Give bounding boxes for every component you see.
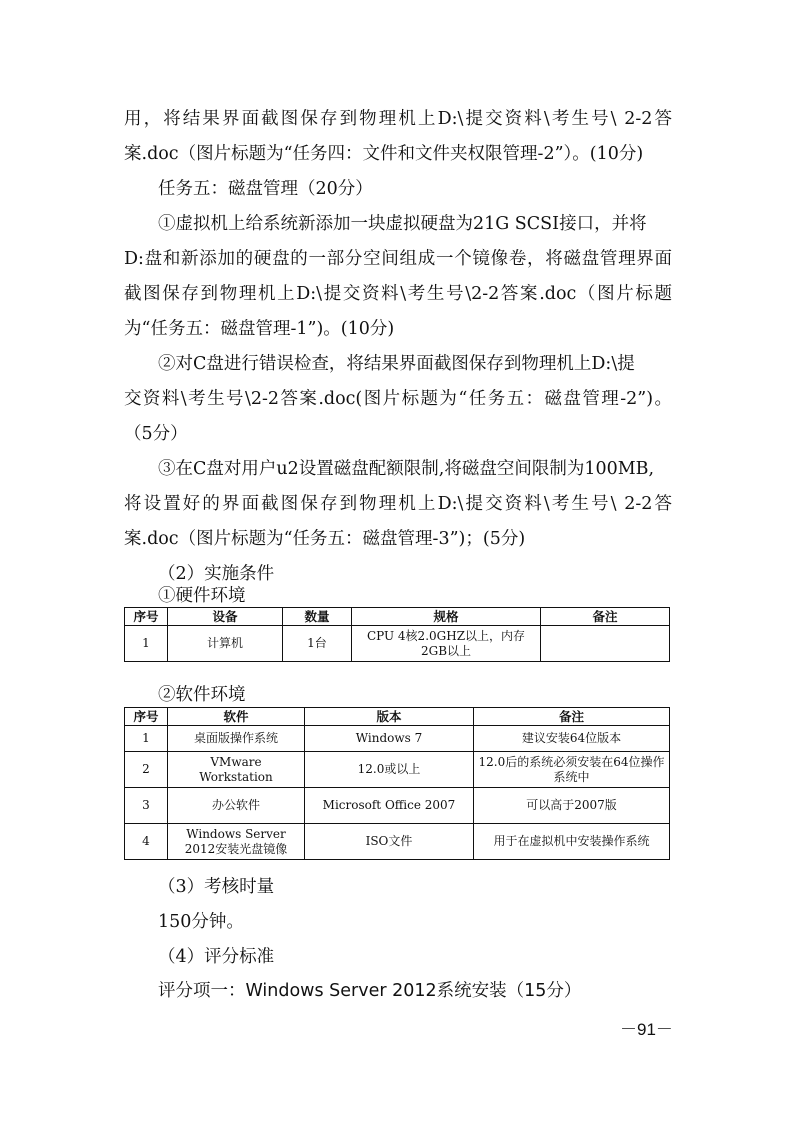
paragraph-line: 交资料\考生号\2-2答案.doc(图片标题为“任务五：磁盘管理-2”)。 [124,389,672,409]
table-cell: 计算机 [168,626,283,662]
subsection-heading: ①硬件环境 [158,586,246,606]
table-header: 序号 [125,608,168,626]
hardware-table [124,607,670,662]
paragraph-line: ②对C盘进行错误检查，将结果界面截图保存到物理机上D:\提 [158,354,635,374]
table-cell: 可以高于2007版 [474,788,670,824]
table-header: 设备 [168,608,283,626]
paragraph-line: 将设置好的界面截图保存到物理机上D:\提交资料\考生号\ 2-2答 [124,494,672,514]
section-heading: （4）评分标准 [158,947,275,967]
table-header-row [125,708,670,726]
table-cell: 1 [125,726,168,752]
table-cell: 1 [125,626,168,662]
table-header-row [125,608,670,626]
table-row [125,788,670,824]
table-cell: 用于在虚拟机中安装操作系统 [474,824,670,860]
table-cell [541,626,670,662]
table-cell: CPU 4核2.0GHZ以上，内存2GB以上 [352,626,541,662]
table-cell: 2 [125,752,168,788]
paragraph-line: （5分） [124,424,188,444]
paragraph-line: 用，将结果界面截图保存到物理机上D:\提交资料\考生号\ 2-2答 [124,109,672,129]
table-header: 数量 [283,608,352,626]
table-cell: 1台 [283,626,352,662]
table-cell: Microsoft Office 2007 [305,788,474,824]
table-header: 版本 [305,708,474,726]
paragraph-line: ①虚拟机上给系统新添加一块虚拟硬盘为21G SCSI接口，并将 [158,214,647,234]
table-cell: 办公软件 [168,788,305,824]
table-row [125,824,670,860]
table-cell: 12.0后的系统必须安装在64位操作系统中 [474,752,670,788]
section-heading: （2）实施条件 [158,564,275,584]
paragraph-line: 截图保存到物理机上D:\提交资料\考生号\2-2答案.doc（图片标题 [124,284,672,304]
table-row [125,752,670,788]
subsection-heading: ②软件环境 [158,685,246,705]
table-header: 备注 [541,608,670,626]
table-row [125,626,670,662]
paragraph-line: 案.doc（图片标题为“任务四：文件和文件夹权限管理-2”）。(10分) [124,144,644,164]
table-cell: 建议安装64位版本 [474,726,670,752]
paragraph-line: ③在C盘对用户u2设置磁盘配额限制,将磁盘空间限制为100MB, [158,459,655,479]
page-number: －91－ [620,1020,673,1039]
section-heading: 任务五：磁盘管理（20分） [158,179,373,199]
table-cell: 4 [125,824,168,860]
table-cell: ISO文件 [305,824,474,860]
table-cell: Windows Server 2012安装光盘镜像 [168,824,305,860]
table-cell: 3 [125,788,168,824]
table-cell: VMware Workstation [168,752,305,788]
software-table [124,707,670,860]
table-header: 规格 [352,608,541,626]
table-header: 软件 [168,708,305,726]
paragraph-line: D:盘和新添加的硬盘的一部分空间组成一个镜像卷，将磁盘管理界面 [124,249,672,269]
section-heading: （3）考核时量 [158,877,275,897]
paragraph-line: 为“任务五：磁盘管理-1”)。(10分) [124,319,395,339]
table-header: 序号 [125,708,168,726]
table-cell: Windows 7 [305,726,474,752]
paragraph-line: 案.doc（图片标题为“任务五：磁盘管理-3”)；(5分) [124,529,526,549]
table-cell: 12.0或以上 [305,752,474,788]
scoring-item-heading: 评分项一：Windows Server 2012系统安装（15分） [158,981,582,1001]
paragraph-line: 150分钟。 [158,912,244,932]
table-row [125,726,670,752]
table-header: 备注 [474,708,670,726]
table-cell: 桌面版操作系统 [168,726,305,752]
